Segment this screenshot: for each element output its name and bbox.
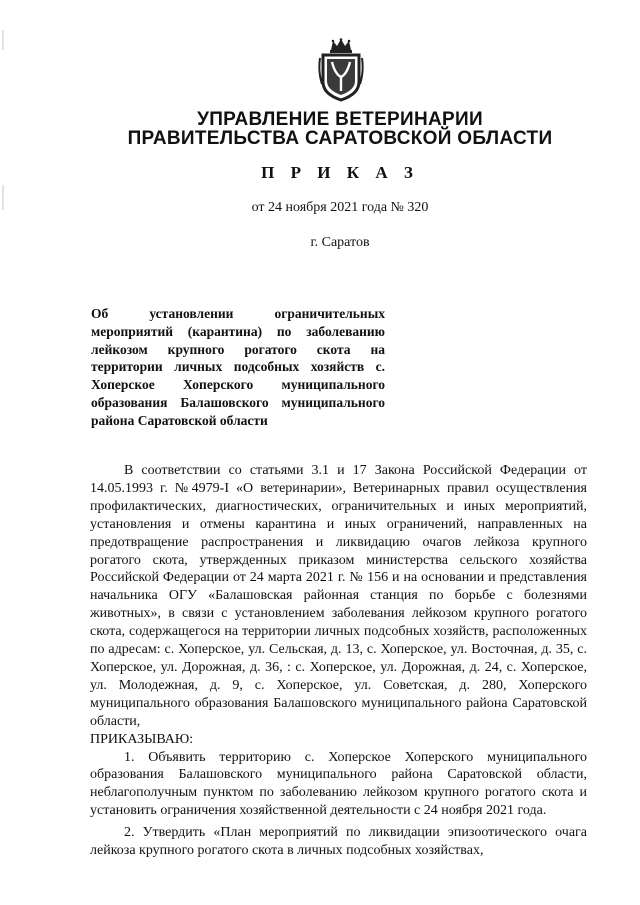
scan-margin-mark — [2, 30, 4, 50]
coat-of-arms-icon — [318, 38, 364, 102]
order-subject: Об установлении ограничительных мероприятий (карантина) по заболеванию лейкозом крупного рогатого скота на территории личных подсобных хозяйств с. Хоперское Хоперского муниципального образования Балашовского муниципального района Саратовской области — [91, 306, 385, 428]
organization-name-line2: ПРАВИТЕЛЬСТВА САРАТОВСКОЙ ОБЛАСТИ — [127, 128, 553, 149]
order-word: ПРИКАЗЫВАЮ: — [90, 731, 194, 747]
document-city: г. Саратов — [310, 235, 370, 250]
order-body — [90, 462, 587, 860]
order-item-1: 1. Объявить территорию с. Хоперское Хоперского муниципального образования Балашовского муниципального района Саратовской области, неблагополучным пунктом по заболеванию лейкозом крупного рогатого скота и установить ограничения хозяйственной деятельности с 24 ноября 2021 года. — [90, 749, 587, 819]
document-type: П Р И К А З — [261, 163, 419, 182]
preamble-paragraph: В соответствии со статьями 3.1 и 17 Закона Российской Федерации от 14.05.1993 г. №4979-I «О ветеринарии», Ветеринарных правил осуществления профилактических, диагностических, ограничительных и иных мероприятий, установления и отмены карантина и иных ограничений, направленных на предотвращение распространения и ликвидацию очагов лейкоза крупного рогатого скота, утвержденных приказом министерства сельского хозяйства Российской Федерации от 24 марта 2021 г. № 156 и на основании и представления начальника ОГУ «Балашовская районная станция по борьбе с болезнями животных», в связи с установлением заболевания лейкозом крупного рогатого скота, содержащегося на территории личных подсобных хозяйств, расположенных по адресам: с. Хоперское, ул. Сельская, д. 13, с. Хоперское, ул. Восточная, д. 35, с. Хоперское, ул. Дорожная, д. 36, : с. Хоперское, ул. Дорожная, д. 24, с. Хоперское, ул. Молодежная, д. 9, с. Хоперское, ул. Советская, д. 280, Хоперского муниципального образования Балашовского муниципального района Саратовской области, — [90, 463, 587, 729]
order-item-2: 2. Утвердить «План мероприятий по ликвидации эпизоотического очага лейкоза крупного рогатого скота в личных подсобных хозяйствах, — [90, 825, 587, 859]
organization-name-line1: УПРАВЛЕНИЕ ВЕТЕРИНАРИИ — [197, 109, 483, 130]
document-date-number: от 24 ноября 2021 года № 320 — [251, 200, 429, 215]
